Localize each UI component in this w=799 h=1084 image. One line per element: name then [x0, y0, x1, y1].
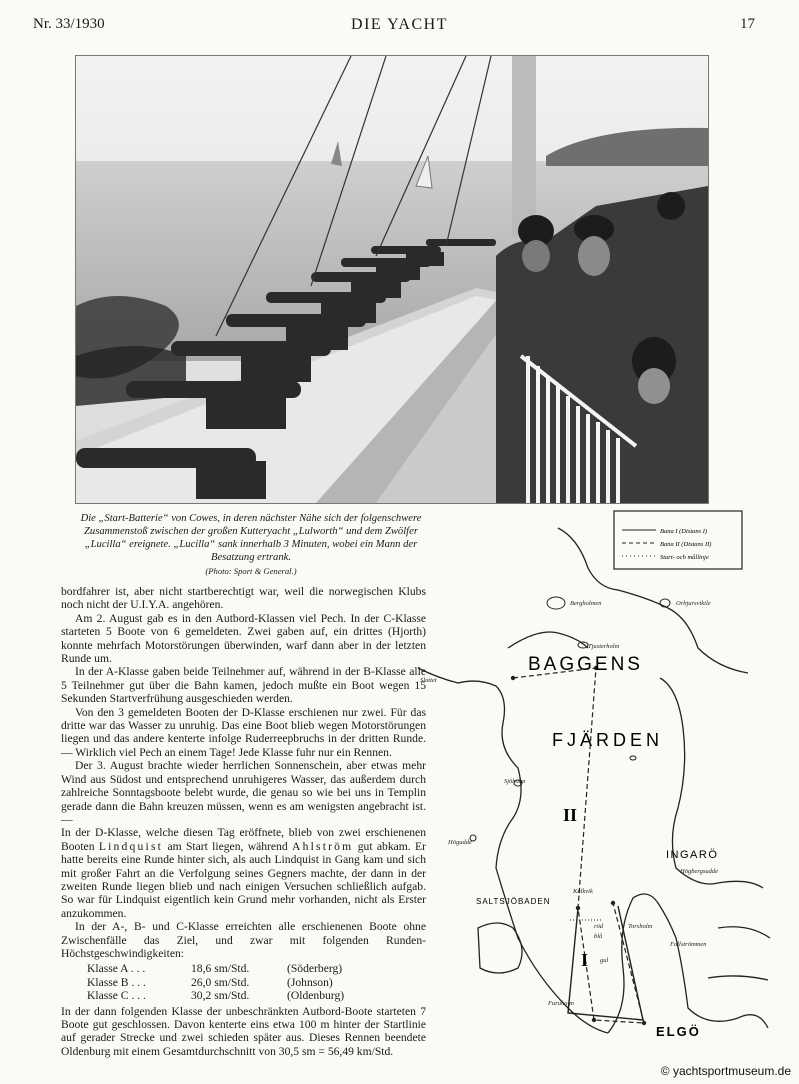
paragraph: Der 3. August brachte wieder herrlichen Sonnenschein, aber etwas mehr Wind aus Südost und entsprechend unruhigeres Wasser, das außerdem durch zahlreiche Sonntagsboote belebt wurde, die genau so wie bei uns in Templin gerade dann die Bahn kreuzen müssen, wenn es am wenigsten angebracht ist. — [61, 759, 426, 826]
map-label-course-2: II [563, 805, 578, 825]
magazine-title: DIE YACHT [351, 16, 448, 33]
class-winner: (Söderberg) [287, 962, 343, 976]
map-label-course-1: I [581, 950, 589, 970]
map-label-rod: röd [594, 923, 604, 930]
issue-number: Nr. 33/1930 [33, 16, 105, 32]
class-winner: (Johnson) [287, 975, 333, 989]
map-label-saltsjobaden: SALTSJÖBADEN [476, 897, 551, 906]
legend-label: Bana II (Distans II) [660, 541, 712, 548]
map-label-elgo: ELGÖ [656, 1024, 701, 1039]
map-label-gul: gul [600, 957, 609, 964]
legend-label: Bana I (Distans I) [660, 528, 708, 535]
map-label-baggens: BAGGENS [528, 654, 643, 675]
map-label-ingaro: INGARÖ [666, 849, 719, 861]
map-label-torsholm: Torsholm [628, 923, 653, 930]
photo-caption [75, 512, 427, 578]
map-label-hogudde: Högudde [448, 839, 472, 846]
page-number: 17 [740, 16, 755, 32]
map-label-orbjurviken: Orbjursvikile [676, 600, 711, 607]
course-map [418, 508, 776, 1068]
map-label-hogbergsudde: Högbergsudde [680, 868, 719, 875]
map-legend [614, 511, 742, 569]
photo-credit: (Photo: Sport & General.) [205, 566, 297, 576]
paragraph: Am 2. August gab es in den Autbord-Klassen viel Pech. In der C-Klasse starteten 5 Boote von 6 gemeldeten. Zwei gaben auf, ein drittes (Hjorth) konnte mehrfach Motorstörungen überwinden, warf dann aber in der letzten Runde um. [61, 611, 426, 666]
map-label-fjarden: FJÄRDEN [552, 730, 664, 750]
article-text [61, 585, 426, 1058]
map-label-fallstrommen: Fallströmmen [670, 941, 707, 948]
buoys [511, 666, 646, 1025]
paragraph [61, 826, 426, 920]
map-label-furuholm: Furuholm [548, 1000, 574, 1007]
paragraph: In der A-, B- und C-Klasse erreichten alle erschienenen Boote ohne Zwischenfälle das Ziel, und zwar mit folgenden Runden-Höchstgeschwindigkeiten: [61, 920, 426, 960]
class-label: Klasse B . . . [87, 975, 146, 989]
paragraph: In der dann folgenden Klasse der unbeschränkten Autbord-Boote starteten 7 Boote gut geschlossen. Davon kenterte eins etwa 100 m hinter der Startlinie auf gerader Strecke und zwei schieden später aus. Dieses Rennen beendete Oldenburg mit einem Gesamtdurchschnitt von 30,5 sm = 56,49 km/Std. [61, 1004, 426, 1058]
speed-table [87, 962, 426, 1002]
paragraph: Von den 3 gemeldeten Booten der D-Klasse erschienen nur zwei. Für das dritte war das Wasser zu unruhig. Das eine Boot blieb wegen Motorstörungen liegen und das andere kenterte infolge Ruderreepbruchs in der dritten Runde. — Wirklich viel Pech an einem Tage! Jede Klasse fuhr nur ein Rennen. [61, 705, 426, 759]
text-run: am Start liegen, während [167, 839, 288, 853]
class-speed: 26,0 sm/Std. [191, 975, 250, 989]
map-label-tjusterholm: Tjusterholm [588, 643, 620, 650]
class-label: Klasse C . . . [87, 989, 146, 1003]
speed-row [87, 976, 426, 989]
class-speed: 30,2 sm/Std. [191, 989, 250, 1003]
speed-row [87, 989, 426, 1002]
paragraph: bordfahrer ist, aber nicht startberechtigt war, weil die norwegischen Klubs noch nicht der U.I.Y.A. angehören. [61, 585, 426, 612]
cannon-battery-photo-icon [75, 55, 709, 504]
map-label-kalkvik: Kalkvik [573, 888, 593, 895]
caption-text: Die „Start-Batterie“ von Cowes, in deren nächster Nähe sich der folgenschwere Zusammenstoß zwischen der großen Kutteryacht „Lulworth“ und dem Zwölfer „Lucilla“ ereignete. „Lucilla“ sank innerhalb 3 Minuten, wobei ein Mann der Besatzung ertrank. [80, 513, 422, 563]
text-run: In der D-Klasse, welche diesen Tag eröffnete, blieb von zwei erschienenen Booten [61, 826, 426, 853]
map-label-slottet: Slottet [420, 677, 437, 684]
legend-label: Start- och mållinje [660, 554, 709, 561]
class-winner: (Oldenburg) [287, 989, 345, 1003]
paragraph: In der A-Klasse gaben beide Teilnehmer auf, während in der B-Klasse alle 5 Teilnehmer gut über die Bahn kamen, jedoch mußte ein Boot wegen 15 Sekunden Startverfrühung ausgeschieden werden. [61, 665, 426, 706]
map-label-bla: blå [594, 933, 603, 940]
course-2-path [513, 668, 644, 1023]
map-label-bergholmen: Bergholmen [570, 600, 602, 607]
map-label-sjoholm: Sjöholm [504, 778, 526, 785]
racer-name: Lindquist [98, 839, 164, 853]
page-header [0, 16, 799, 42]
text-run: gut abkam. Er hatte bereits eine Runde hinter sich, als auch Lindquist in Gang kam und sich mit großer Fahrt an die Verfolgung seines Gegners machte, der dann in der zweiten Runde liegen blieb und nach einigen Versuchen schließlich aufgab. So war für Lindquist eigentlich kein Grund mehr vorhanden, nicht als Erster anzukommen. [61, 839, 426, 920]
class-label: Klasse A . . . [87, 962, 146, 976]
watermark: © yachtsportmuseum.de [660, 1064, 791, 1078]
class-speed: 18,6 sm/Std. [191, 962, 250, 976]
racer-name: Ahlström [292, 839, 354, 853]
speed-row [87, 962, 426, 975]
